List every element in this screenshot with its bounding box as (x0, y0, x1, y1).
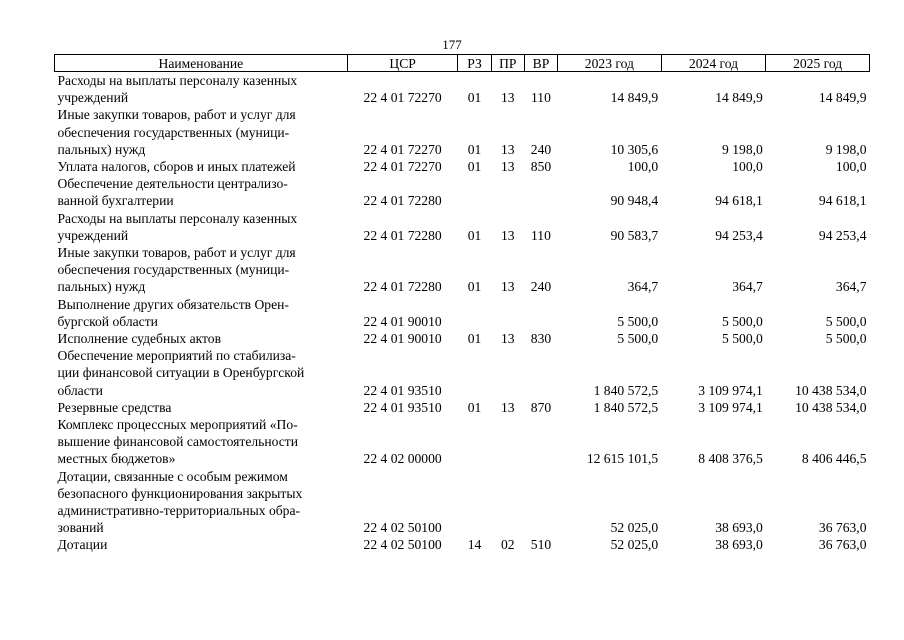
row-name-line: пальных) нужд (57, 141, 146, 157)
row-name (55, 296, 348, 330)
row-pr: 13 (500, 399, 515, 415)
row-2024: 8 408 376,5 (698, 451, 763, 467)
header-2023: 2023 год (558, 55, 662, 72)
row-2023: 5 500,0 (617, 331, 659, 347)
row-2025: 5 500,0 (825, 331, 867, 347)
row-vr (524, 296, 557, 330)
header-rz: РЗ (458, 55, 491, 72)
row-2025: 10 438 534,0 (795, 399, 867, 415)
row-2023: 90 583,7 (610, 227, 659, 243)
row-2023: 364,7 (627, 279, 659, 295)
row-name-line: Исполнение судебных актов (57, 331, 222, 347)
row-vr (524, 347, 557, 399)
budget-table (54, 54, 870, 554)
row-2023: 52 025,0 (610, 537, 659, 553)
row-pr: 13 (500, 159, 515, 175)
header-2024: 2024 год (661, 55, 766, 72)
row-name-line: учреждений (57, 90, 129, 106)
row-2023: 1 840 572,5 (593, 382, 659, 398)
row-name (55, 210, 348, 244)
row-2025: 8 406 446,5 (801, 451, 867, 467)
row-name-line: административно-территориальных обра- (57, 503, 301, 519)
page-number: 177 (442, 37, 462, 52)
row-2024: 14 849,9 (715, 90, 763, 106)
row-name-line: Дотации, связанные с особым режимом (57, 468, 288, 484)
row-2023: 90 948,4 (610, 193, 659, 209)
header-csr: ЦСР (347, 55, 458, 72)
row-vr: 110 (531, 227, 551, 243)
table-row (55, 106, 870, 158)
row-name-line: Выполнение других обязательств Орен- (57, 296, 289, 312)
row-csr: 22 4 01 72270 (363, 141, 442, 157)
table-row (55, 330, 870, 347)
row-vr (524, 468, 557, 537)
row-csr: 22 4 02 50100 (363, 520, 442, 536)
row-name-line: безопасного функционирования закрытых (57, 485, 303, 501)
row-name-line: обеспечения государственных (муници- (57, 124, 290, 140)
row-csr: 22 4 01 93510 (363, 382, 442, 398)
row-pr: 13 (500, 331, 515, 347)
row-rz (458, 416, 491, 468)
row-vr: 110 (531, 90, 551, 106)
row-pr: 13 (500, 227, 515, 243)
row-name (55, 106, 348, 158)
row-name-line: области (57, 382, 103, 398)
row-name-line: бургской области (57, 313, 158, 329)
row-csr: 22 4 02 00000 (363, 451, 442, 467)
table-header (55, 55, 870, 72)
row-2023: 14 849,9 (610, 90, 659, 106)
row-2023: 52 025,0 (610, 520, 659, 536)
row-csr: 22 4 01 90010 (363, 313, 442, 329)
row-pr (491, 468, 524, 537)
row-2025: 5 500,0 (825, 313, 867, 329)
row-csr: 22 4 01 72280 (363, 227, 442, 243)
row-2025: 36 763,0 (818, 520, 867, 536)
row-pr: 13 (500, 141, 515, 157)
row-2024: 38 693,0 (715, 537, 763, 553)
row-2024: 3 109 974,1 (698, 399, 763, 415)
row-name-line: Дотации (57, 537, 108, 553)
row-2023: 5 500,0 (617, 313, 659, 329)
row-name (55, 536, 348, 553)
row-pr: 13 (500, 279, 515, 295)
row-rz (458, 175, 491, 209)
table-row (55, 210, 870, 244)
row-name (55, 244, 348, 296)
row-2025: 94 253,4 (818, 227, 867, 243)
table-row (55, 244, 870, 296)
row-name-line: Обеспечение деятельности централизо- (57, 176, 288, 192)
table-row (55, 347, 870, 399)
row-name-line: Иные закупки товаров, работ и услуг для (57, 245, 296, 261)
row-name-line: местных бюджетов» (57, 451, 176, 467)
table-row (55, 296, 870, 330)
row-2024: 9 198,0 (722, 141, 763, 157)
row-pr (491, 416, 524, 468)
row-rz: 01 (467, 399, 482, 415)
row-2025: 9 198,0 (825, 141, 867, 157)
row-name-line: обеспечения государственных (муници- (57, 262, 290, 278)
row-name-line: пальных) нужд (57, 279, 146, 295)
row-name-line: Обеспечение мероприятий по стабилиза- (57, 348, 296, 364)
row-name-line: Расходы на выплаты персоналу казенных (57, 210, 298, 226)
row-name-line: Комплекс процессных мероприятий «По- (57, 417, 298, 433)
row-name-line: Расходы на выплаты персоналу казенных (57, 73, 298, 88)
row-rz: 01 (467, 159, 482, 175)
row-rz (458, 468, 491, 537)
row-2024: 94 253,4 (715, 227, 763, 243)
table-row (55, 175, 870, 209)
row-name-line: Иные закупки товаров, работ и услуг для (57, 107, 296, 123)
row-rz (458, 296, 491, 330)
row-vr: 240 (530, 279, 552, 295)
header-name: Наименование (55, 55, 348, 72)
row-csr: 22 4 02 50100 (363, 537, 442, 553)
row-2024: 3 109 974,1 (698, 382, 763, 398)
row-2023: 12 615 101,5 (586, 451, 659, 467)
table-body (55, 72, 870, 554)
row-csr: 22 4 01 72280 (363, 279, 442, 295)
row-name (55, 347, 348, 399)
row-name-line: ции финансовой ситуации в Оренбургской (57, 365, 305, 381)
row-2023: 10 305,6 (610, 141, 659, 157)
row-rz: 01 (467, 141, 482, 157)
table-row (55, 416, 870, 468)
row-name (55, 399, 348, 416)
row-pr: 13 (500, 90, 515, 106)
table-row (55, 72, 870, 107)
row-name-line: ванной бухгалтерии (57, 193, 174, 209)
row-name (55, 416, 348, 468)
row-rz: 01 (467, 279, 482, 295)
table-row (55, 158, 870, 175)
row-vr (524, 175, 557, 209)
row-pr (491, 296, 524, 330)
row-rz: 01 (467, 227, 482, 243)
row-csr: 22 4 01 72280 (363, 193, 442, 209)
row-2023: 1 840 572,5 (593, 399, 659, 415)
table-row (55, 399, 870, 416)
row-2025: 100,0 (835, 159, 867, 175)
row-name (55, 158, 348, 175)
row-2024: 5 500,0 (722, 313, 763, 329)
row-vr: 870 (530, 399, 552, 415)
row-name (55, 330, 348, 347)
row-2025: 364,7 (835, 279, 867, 295)
row-csr: 22 4 01 72270 (363, 159, 442, 175)
row-name (55, 468, 348, 537)
row-vr: 240 (530, 141, 552, 157)
row-name-line: Уплата налогов, сборов и иных платежей (57, 159, 296, 175)
table-row (55, 468, 870, 537)
header-pr: ПР (491, 55, 524, 72)
row-vr (524, 416, 557, 468)
row-2024: 94 618,1 (715, 193, 763, 209)
row-name-line: учреждений (57, 227, 129, 243)
row-2025: 14 849,9 (818, 90, 867, 106)
row-2024: 100,0 (732, 159, 763, 175)
header-vr: ВР (524, 55, 557, 72)
row-csr: 22 4 01 90010 (363, 331, 442, 347)
row-name-line: Резервные средства (57, 399, 172, 415)
row-csr: 22 4 01 72270 (363, 90, 442, 106)
row-pr (491, 175, 524, 209)
row-2025: 10 438 534,0 (795, 382, 867, 398)
row-pr: 02 (500, 537, 515, 553)
row-vr: 830 (530, 331, 552, 347)
header-2025: 2025 год (766, 55, 870, 72)
row-2023: 100,0 (627, 159, 659, 175)
row-vr: 510 (530, 537, 552, 553)
row-rz (458, 347, 491, 399)
row-2024: 38 693,0 (715, 520, 763, 536)
row-rz: 01 (467, 90, 482, 106)
row-vr: 850 (530, 159, 552, 175)
row-name (55, 72, 348, 107)
row-2024: 364,7 (732, 279, 763, 295)
row-name-line: зований (57, 520, 104, 536)
row-2025: 94 618,1 (818, 193, 867, 209)
row-csr: 22 4 01 93510 (363, 399, 442, 415)
row-rz: 01 (467, 331, 482, 347)
row-2024: 5 500,0 (722, 331, 763, 347)
table-row (55, 536, 870, 553)
row-rz: 14 (467, 537, 482, 553)
row-pr (491, 347, 524, 399)
row-2025: 36 763,0 (818, 537, 867, 553)
row-name (55, 175, 348, 209)
row-name-line: вышение финансовой самостоятельности (57, 434, 298, 450)
